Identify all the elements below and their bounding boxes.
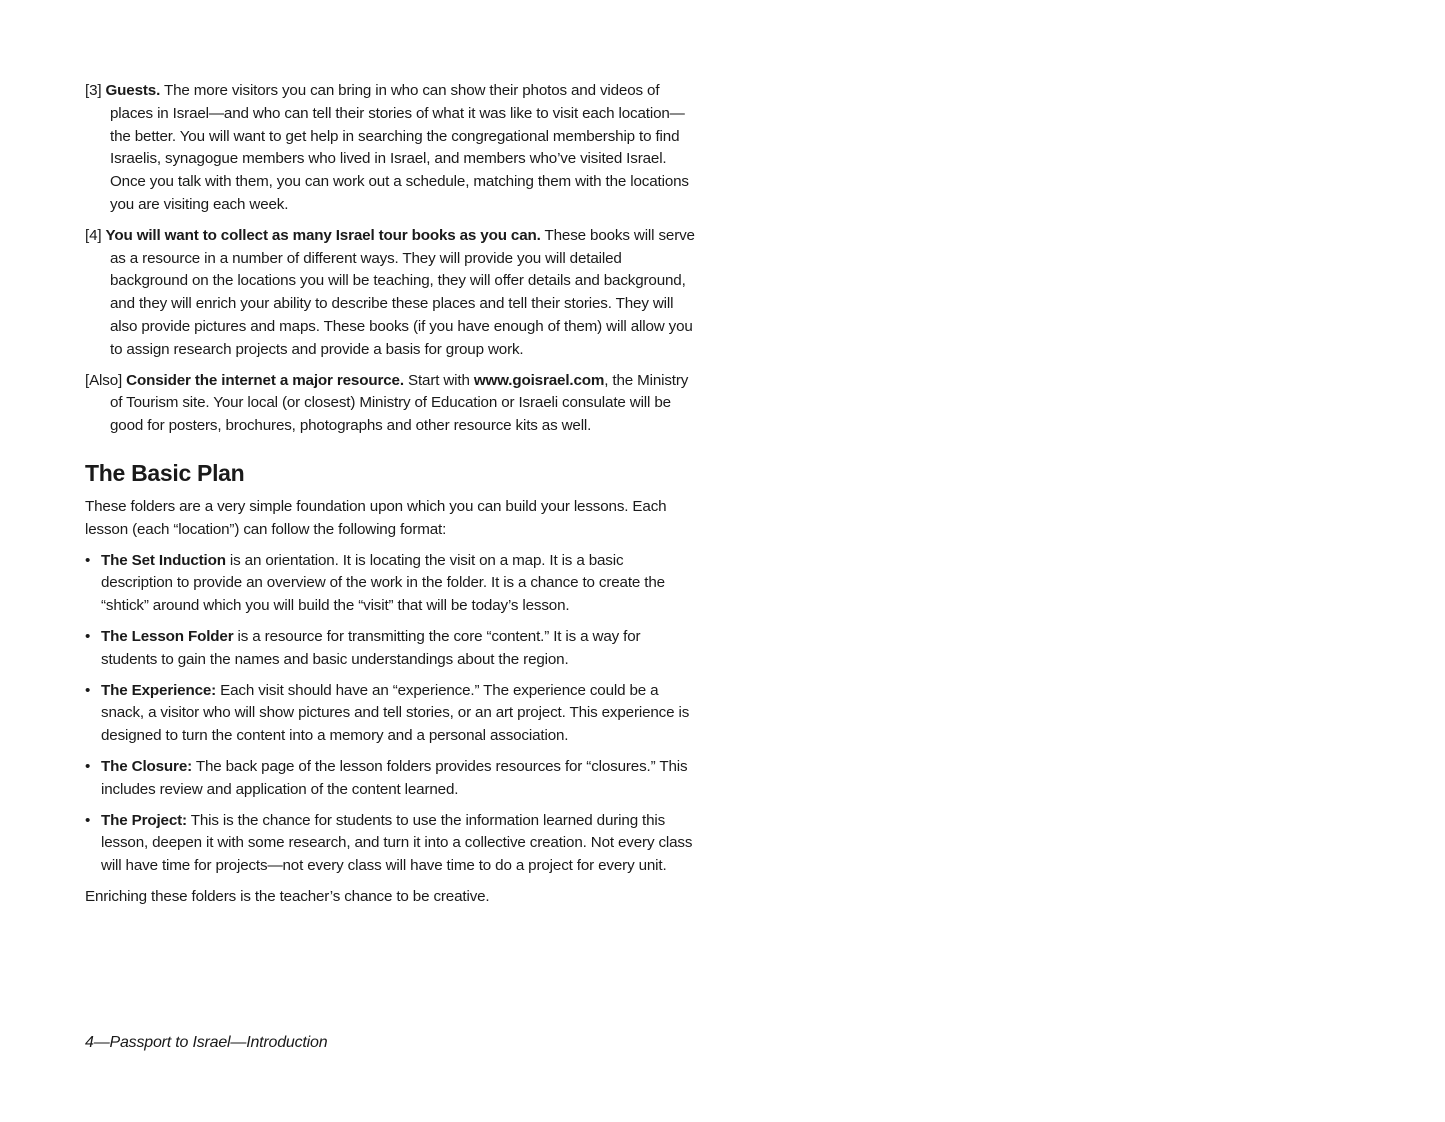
item-heading: Consider the internet a major resource. xyxy=(126,371,404,389)
bullet-heading: The Project: xyxy=(101,811,187,829)
website-link[interactable]: www.goisrael.com xyxy=(473,371,605,389)
bullet-project xyxy=(85,810,695,878)
bullet-heading: The Lesson Folder xyxy=(101,627,234,645)
bullet-heading: The Set Induction xyxy=(101,551,226,569)
bullet-set-induction xyxy=(85,550,695,618)
bullet-lesson-folder xyxy=(85,626,695,672)
bullet-experience xyxy=(85,680,695,748)
bullet-text: This is the chance for students to use the information learned during this lesson, deepen it with some research, and turn it into a collective creation. Not every class will have time for projects—not every class will have time to do a project for every unit. xyxy=(101,811,693,875)
page-footer: 4—Passport to Israel—Introduction xyxy=(85,1034,328,1051)
bullet-icon: • xyxy=(85,627,91,645)
section-intro: These folders are a very simple foundation upon which you can build your lessons. Each lesson (each “location”) can follow the following format: xyxy=(85,497,667,538)
item-heading: Guests. xyxy=(105,82,161,99)
bullet-closure xyxy=(85,756,695,802)
bullet-heading: The Experience: xyxy=(101,681,217,699)
page-content xyxy=(85,80,695,917)
item-heading: You will want to collect as many Israel tour books as you can. xyxy=(105,226,541,244)
list-item-guests xyxy=(85,80,695,217)
item-text: The more visitors you can bring in who can show their photos and videos of places in Israel—and who can tell their stories of what it was like to visit each location—the better. You will want to get help in searching the congregational membership to find Israelis, synagogue members who lived in Israel, and members who’ve visited Israel. Once you talk with them, you can work out a schedule, matching them with the locations you are visiting each week. xyxy=(110,82,689,213)
bullet-icon: • xyxy=(85,681,91,699)
bullet-icon: • xyxy=(85,811,91,829)
list-item-internet xyxy=(85,370,695,438)
bullet-heading: The Closure: xyxy=(101,757,193,775)
item-marker: [Also] xyxy=(85,371,123,389)
bullet-text: The back page of the lesson folders provides resources for “closures.” This includes review and application of the content learned. xyxy=(101,757,688,798)
bullet-text: is an orientation. It is locating the visit on a map. It is a basic description to provide an overview of the work in the folder. It is a chance to create the “shtick” around which you will build the “visit” that will be today’s lesson. xyxy=(101,551,665,615)
bullet-text: is a resource for transmitting the core “content.” It is a way for students to gain the names and basic understandings about the region. xyxy=(101,627,641,668)
item-text-before-link: Start with xyxy=(403,371,474,389)
section-heading: The Basic Plan xyxy=(85,459,245,486)
item-text: These books will serve as a resource in a number of different ways. They will provide you will detailed background on the locations you will be teaching, they will offer details and background, and they will enrich your ability to describe these places and tell their stories. They will also provide pictures and maps. These books (if you have enough of them) will allow you to assign research projects and provide a basis for group work. xyxy=(110,226,695,358)
closing-paragraph: Enriching these folders is the teacher’s chance to be creative. xyxy=(85,887,490,905)
bullet-icon: • xyxy=(85,551,91,569)
item-marker: [3] xyxy=(85,82,102,99)
bullet-icon: • xyxy=(85,757,91,775)
list-item-tour-books xyxy=(85,225,695,362)
item-marker: [4] xyxy=(85,226,102,244)
bullet-text: Each visit should have an “experience.” The experience could be a snack, a visitor who will show pictures and tell stories, or an art project. This experience is designed to turn the content into a memory and a personal association. xyxy=(101,681,690,745)
item-text: , the Ministry of Tourism site. Your local (or closest) Ministry of Education or Israeli consulate will be good for posters, brochures, photographs and other resource kits as well. xyxy=(110,371,689,435)
